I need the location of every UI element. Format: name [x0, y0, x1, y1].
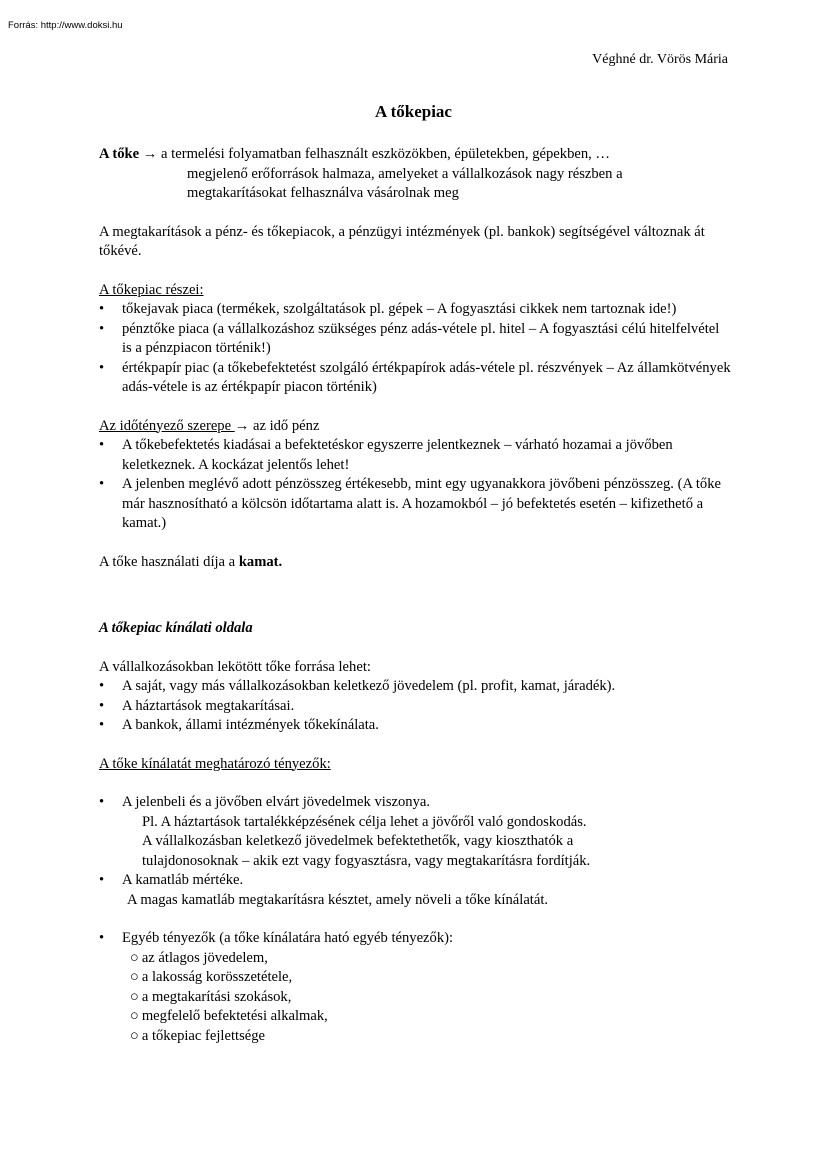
time-arrow: →: [234, 417, 250, 434]
list-item: • A jelenben meglévő adott pénzösszeg értékesebb, mint egy ugyanakkora jövőbeni pénzösszeg. (A tőke már hasznosítható a kölcsön időtartama alatt is. A hozamokból – jó befektetés esetén – kifizethető a kamat.): [99, 475, 731, 534]
parts-list: [99, 300, 731, 398]
time-tail: az idő pénz: [249, 417, 320, 434]
parts-heading: A tőkepiac részei:: [99, 281, 204, 298]
circle-bullet-icon: ○: [130, 969, 139, 985]
sublist-item-text: a megtakarítási szokások,: [141, 988, 292, 1005]
factor-1-line: tulajdonosoknak – akik ezt vagy fogyasztásra, vagy megtakarításra fordítják.: [142, 852, 591, 869]
list-item: • pénztőke piaca (a vállalkozáshoz szükséges pénz adás-vétele pl. hitel – A fogyasztási célú hitelfelvétel is a pénzpiacon történik!): [99, 320, 731, 359]
interest-sentence: [99, 553, 731, 573]
definition-block: [99, 145, 731, 204]
factor-1-line: A vállalkozásban keletkező jövedelmek befektethetők, vagy kioszthatók a: [142, 833, 574, 849]
list-item: • A háztartások megtakarításai.: [99, 697, 731, 717]
document-body: [99, 145, 731, 1046]
sublist-item-text: az átlagos jövedelem,: [141, 949, 268, 966]
sources-intro: A vállalkozásokban lekötött tőke forrása lehet:: [99, 658, 371, 675]
interest-bold: kamat.: [238, 553, 283, 570]
list-item: [130, 949, 731, 969]
list-item: [99, 929, 731, 1046]
list-item: [99, 793, 731, 871]
list-item: [130, 1007, 731, 1027]
list-item: [130, 988, 731, 1008]
factor-1-line: Pl. A háztartások tartalékképzésének célja lehet a jövőről való gondoskodás.: [142, 813, 587, 830]
factor-2-title: A kamatláb mértéke.: [122, 872, 244, 888]
circle-bullet-icon: ○: [130, 1027, 139, 1044]
interest-text: A tőke használati díja a: [99, 553, 239, 570]
definition-arrow: →: [142, 146, 158, 162]
list-item: [130, 1027, 731, 1047]
savings-paragraph: A megtakarítások a pénz- és tőkepiacok, a pénzügyi intézmények (pl. bankok) segítségével változnak át tőkévé.: [99, 223, 705, 259]
definition-line-2: megjelenő erőforrások halmaza, amelyeket a vállalkozások nagy részben a: [187, 165, 623, 182]
time-heading-text: Az időtényező szerepe: [99, 417, 235, 434]
factors-list-2: [99, 929, 731, 1046]
list-item: [130, 968, 731, 988]
author-name: Véghné dr. Vörös Mária: [592, 52, 728, 67]
definition-line-1: a termelési folyamatban felhasznált eszközökben, épületekben, gépekben, …: [161, 146, 611, 162]
list-item: • A bankok, állami intézmények tőkekínálata.: [99, 716, 731, 736]
factor-2-line: A magas kamatláb megtakarításra késztet, amely növeli a tőke kínálatát.: [127, 891, 549, 908]
factor-3-title: Egyéb tényezők (a tőke kínálatára ható egyéb tényezők):: [122, 930, 454, 946]
definition-term: A tőke: [99, 146, 140, 162]
circle-bullet-icon: ○: [130, 949, 139, 966]
list-item: • értékpapír piac (a tőkebefektetést szolgáló értékpapírok adás-vétele pl. részvények – Az államkötvények adás-vétele is az értékpapír piacon történik): [99, 359, 731, 398]
list-item: • A saját, vagy más vállalkozásokban keletkező jövedelem (pl. profit, kamat, járadék).: [99, 677, 731, 697]
factor-1-title: A jelenbeli és a jövőben elvárt jövedelmek viszonya.: [122, 794, 430, 810]
time-heading: [99, 417, 731, 437]
time-list: [99, 436, 731, 534]
other-factors-list: [130, 949, 731, 1047]
list-item: [99, 871, 731, 910]
list-item: • A tőkebefektetés kiadásai a befektetéskor egyszerre jelentkeznek – várható hozamai a jövőben keletkeznek. A kockázat jelentős lehet!: [99, 436, 731, 475]
list-item: • tőkejavak piaca (termékek, szolgáltatások pl. gépek – A fogyasztási cikkek nem tartoznak ide!): [99, 300, 731, 320]
sublist-item-text: a tőkepiac fejlettsége: [141, 1027, 265, 1044]
sublist-item-text: megfelelő befektetési alkalmak,: [141, 1008, 328, 1024]
sublist-item-text: a lakosság korösszetétele,: [141, 969, 293, 985]
page-title: A tőkepiac: [375, 102, 452, 121]
supply-heading: A tőkepiac kínálati oldala: [99, 620, 253, 636]
factors-heading: A tőke kínálatát meghatározó tényezők:: [99, 755, 331, 772]
circle-bullet-icon: ○: [130, 1008, 139, 1024]
factors-list-1: [99, 793, 731, 910]
sources-list: [99, 677, 731, 736]
definition-line-3: megtakarításokat felhasználva vásárolnak meg: [187, 185, 459, 201]
circle-bullet-icon: ○: [130, 988, 139, 1005]
source-note: Forrás: http://www.doksi.hu: [8, 20, 123, 31]
